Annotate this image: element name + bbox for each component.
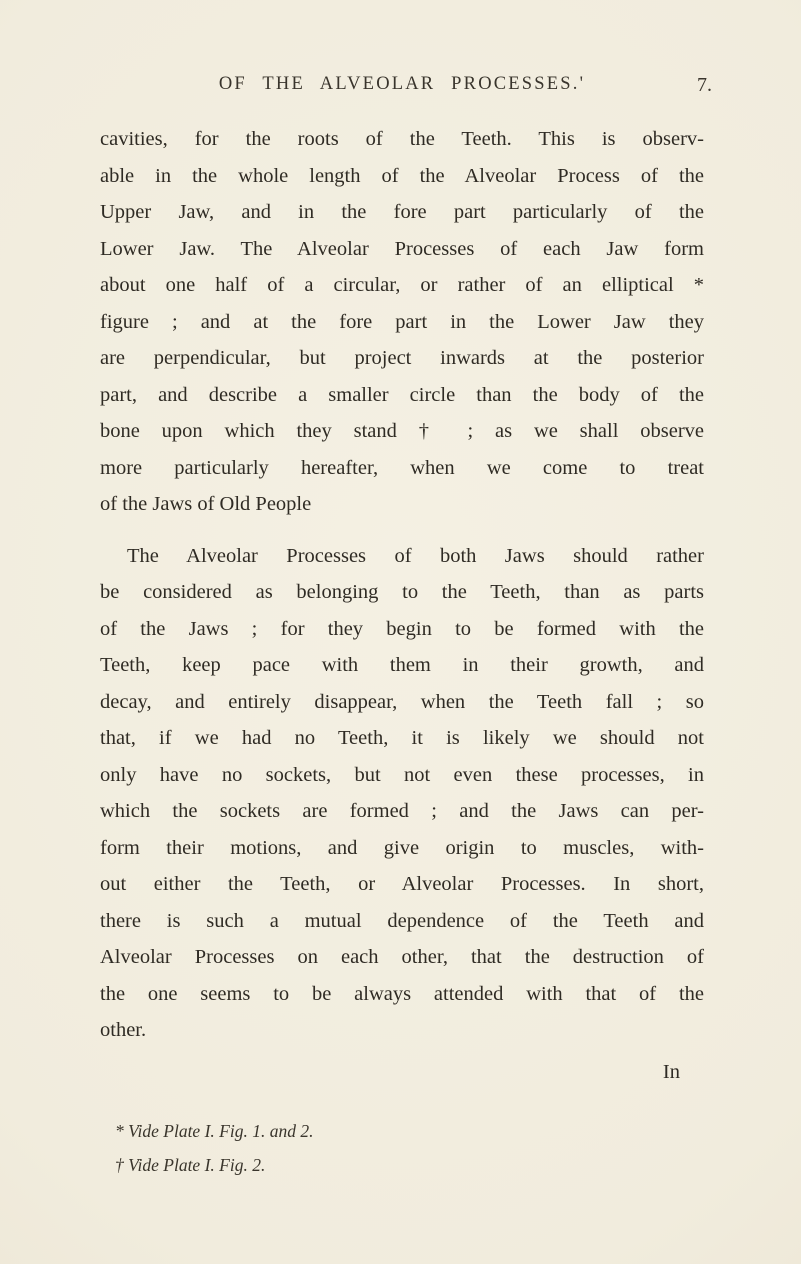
page-body bbox=[100, 121, 704, 1182]
text-line: Teeth, keep pace with them in their growth, and bbox=[100, 654, 704, 676]
text-line: more particularly hereafter, when we come to treat bbox=[100, 456, 704, 479]
text-line: be considered as belonging to the Teeth, than as parts bbox=[100, 581, 704, 603]
text-line: Upper Jaw, and in the fore part particularly of the bbox=[100, 201, 704, 223]
footnote-dagger: † Vide Plate I. Fig. 2. bbox=[115, 1155, 266, 1175]
text-line: Lower Jaw. The Alveolar Processes of each Jaw form bbox=[100, 237, 704, 260]
page-number: 7. bbox=[697, 74, 712, 96]
text-line: are perpendicular, but project inwards at the posterior bbox=[100, 347, 704, 369]
text-line: decay, and entirely disappear, when the Teeth fall ; so bbox=[100, 690, 704, 713]
text-line: cavities, for the roots of the Teeth. This is observ- bbox=[100, 128, 704, 150]
text-line: that, if we had no Teeth, it is likely we should not bbox=[100, 727, 704, 749]
text-line: other. bbox=[100, 1019, 147, 1041]
text-line: out either the Teeth, or Alveolar Processes. In short, bbox=[100, 873, 704, 895]
text-line: able in the whole length of the Alveolar Process of the bbox=[100, 164, 704, 187]
page-header bbox=[100, 74, 712, 96]
text-line: part, and describe a smaller circle than the body of the bbox=[100, 383, 704, 406]
catchword: In bbox=[662, 1060, 680, 1083]
paragraph-alveolar-processes bbox=[100, 538, 704, 1049]
text-line: there is such a mutual dependence of the Teeth and bbox=[100, 909, 704, 932]
text-line: only have no sockets, but not even these processes, in bbox=[100, 763, 704, 786]
paragraph-continuation bbox=[100, 121, 704, 523]
running-title: OF THE ALVEOLAR PROCESSES.' bbox=[218, 74, 586, 94]
text-line: Alveolar Processes on each other, that the destruction of bbox=[100, 946, 704, 968]
text-line: figure ; and at the fore part in the Lower Jaw they bbox=[100, 310, 704, 333]
text-line: bone upon which they stand † ; as we shall observe bbox=[100, 420, 704, 442]
footnote-asterisk: * Vide Plate I. Fig. 1. and 2. bbox=[115, 1121, 314, 1141]
text-line: the one seems to be always attended with that of the bbox=[100, 982, 704, 1005]
footnotes bbox=[100, 1114, 704, 1182]
text-line: which the sockets are formed ; and the Jaws can per- bbox=[100, 800, 704, 822]
text-line: about one half of a circular, or rather of an elliptical * bbox=[100, 274, 704, 296]
text-line: The Alveolar Processes of both Jaws should rather bbox=[127, 544, 704, 567]
text-line: form their motions, and give origin to muscles, with- bbox=[100, 836, 704, 859]
text-line: of the Jaws ; for they begin to be formed with the bbox=[100, 617, 704, 640]
text-line: of the Jaws of Old People bbox=[100, 493, 312, 515]
